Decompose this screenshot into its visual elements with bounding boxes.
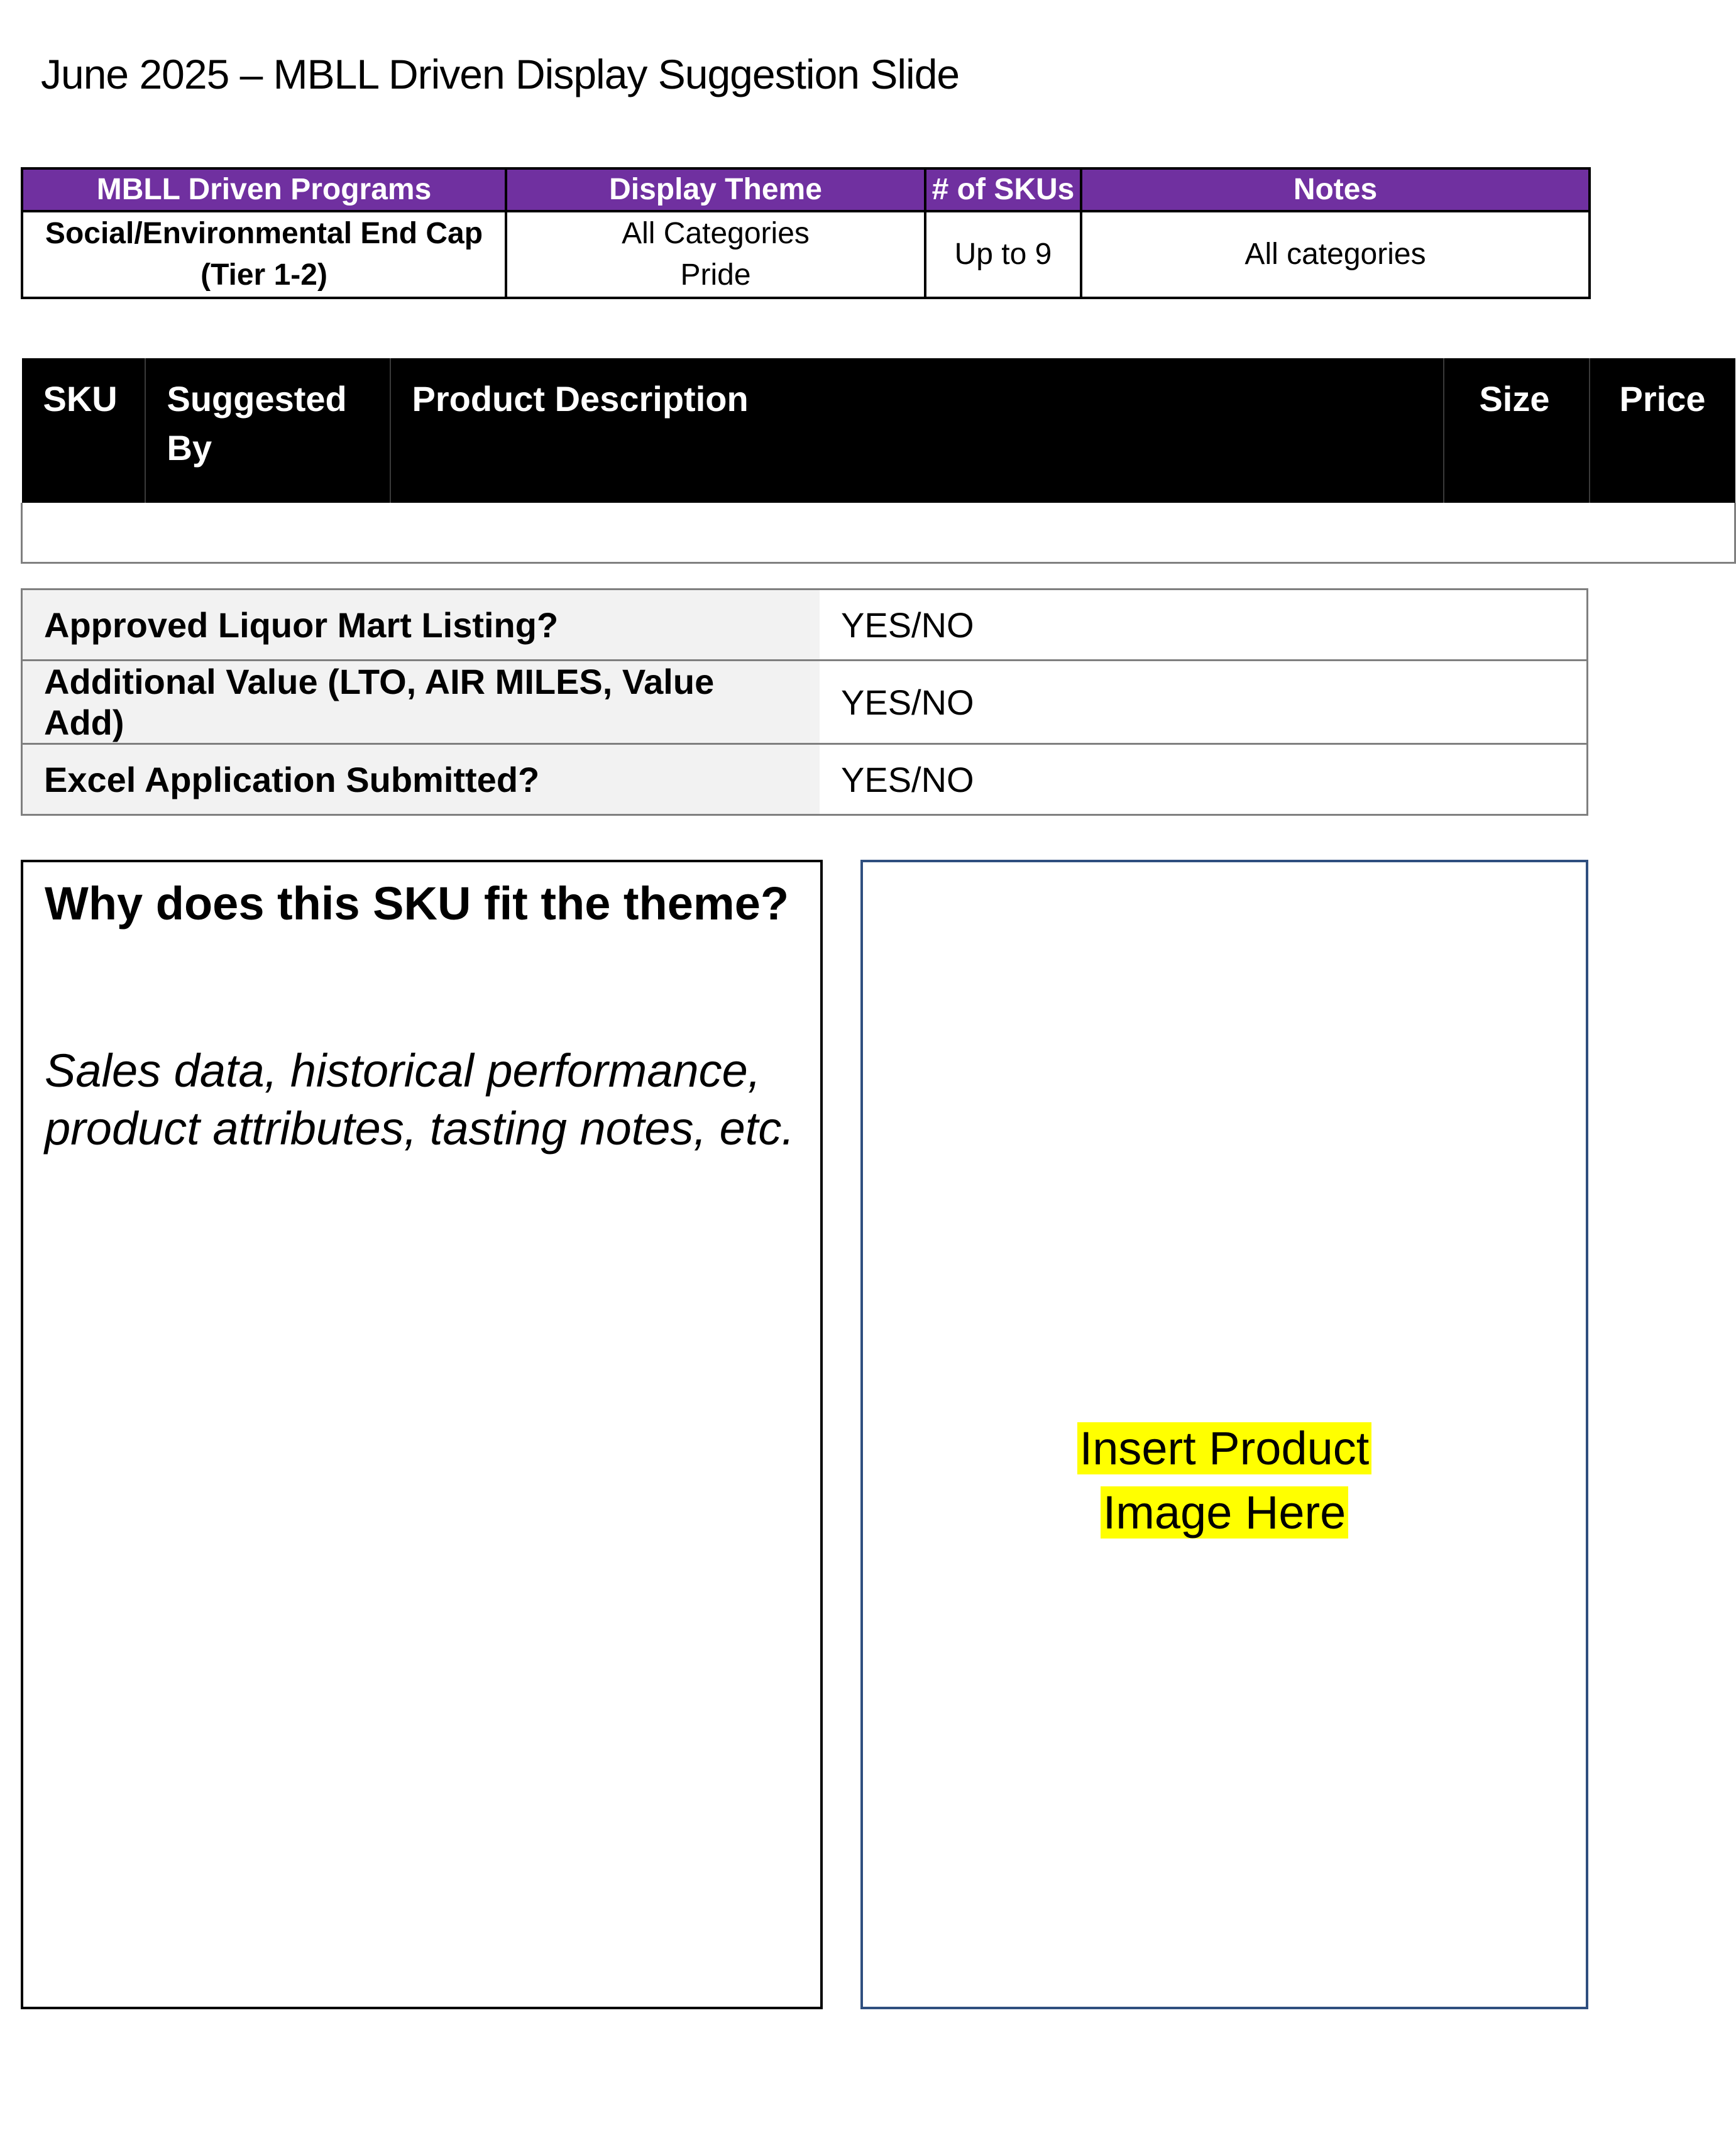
approval-answer[interactable]: YES/NO: [820, 661, 1588, 744]
header-price: Price: [1590, 358, 1735, 503]
header-notes: Notes: [1081, 168, 1590, 211]
approval-row-additional-value: [22, 661, 1588, 744]
why-box-body: Sales data, historical performance, product attributes, tasting notes, etc.: [45, 1045, 794, 1155]
approval-row-listing: [22, 590, 1588, 661]
approval-answer[interactable]: YES/NO: [820, 590, 1588, 661]
why-box-title: Why does this SKU fit the theme?: [45, 877, 789, 930]
approval-question: Excel Application Submitted?: [22, 744, 820, 815]
sku-entry-cell[interactable]: [22, 503, 1735, 563]
header-size: Size: [1444, 358, 1590, 503]
image-placeholder-text: [863, 1417, 1586, 1545]
header-programs: MBLL Driven Programs: [22, 168, 506, 211]
approval-row-excel-application: [22, 744, 1588, 815]
program-name: Social/Environmental End Cap: [45, 217, 483, 250]
notes-cell: All categories: [1081, 211, 1590, 298]
header-product-description: Product Description: [390, 358, 1444, 503]
header-sku-count: # of SKUs: [925, 168, 1081, 211]
approval-answer[interactable]: YES/NO: [820, 744, 1588, 815]
why-box[interactable]: [21, 860, 823, 2009]
sku-table-header-row: [22, 358, 1735, 503]
image-placeholder-line2: Image Here: [1101, 1486, 1349, 1539]
header-display-theme: Display Theme: [506, 168, 925, 211]
header-suggested-by: Suggested By: [145, 358, 390, 503]
program-cell: [22, 211, 506, 298]
header-sku: SKU: [22, 358, 145, 503]
program-tier: (Tier 1-2): [201, 258, 327, 292]
approval-table: [21, 588, 1588, 816]
theme-cell: [506, 211, 925, 298]
image-placeholder-line1: Insert Product: [1077, 1422, 1372, 1474]
approval-question: Additional Value (LTO, AIR MILES, Value Add): [22, 661, 820, 744]
sku-table: [21, 358, 1736, 564]
program-table: [21, 167, 1591, 299]
theme-name: Pride: [680, 258, 751, 292]
sku-count-cell: Up to 9: [925, 211, 1081, 298]
product-image-placeholder[interactable]: [860, 860, 1588, 2009]
theme-categories: All Categories: [622, 217, 810, 250]
program-table-row: [22, 211, 1590, 298]
page-title: June 2025 – MBLL Driven Display Suggestion Slide: [41, 51, 960, 97]
approval-question: Approved Liquor Mart Listing?: [22, 590, 820, 661]
program-table-header-row: [22, 168, 1590, 211]
sku-entry-row: [22, 503, 1735, 563]
